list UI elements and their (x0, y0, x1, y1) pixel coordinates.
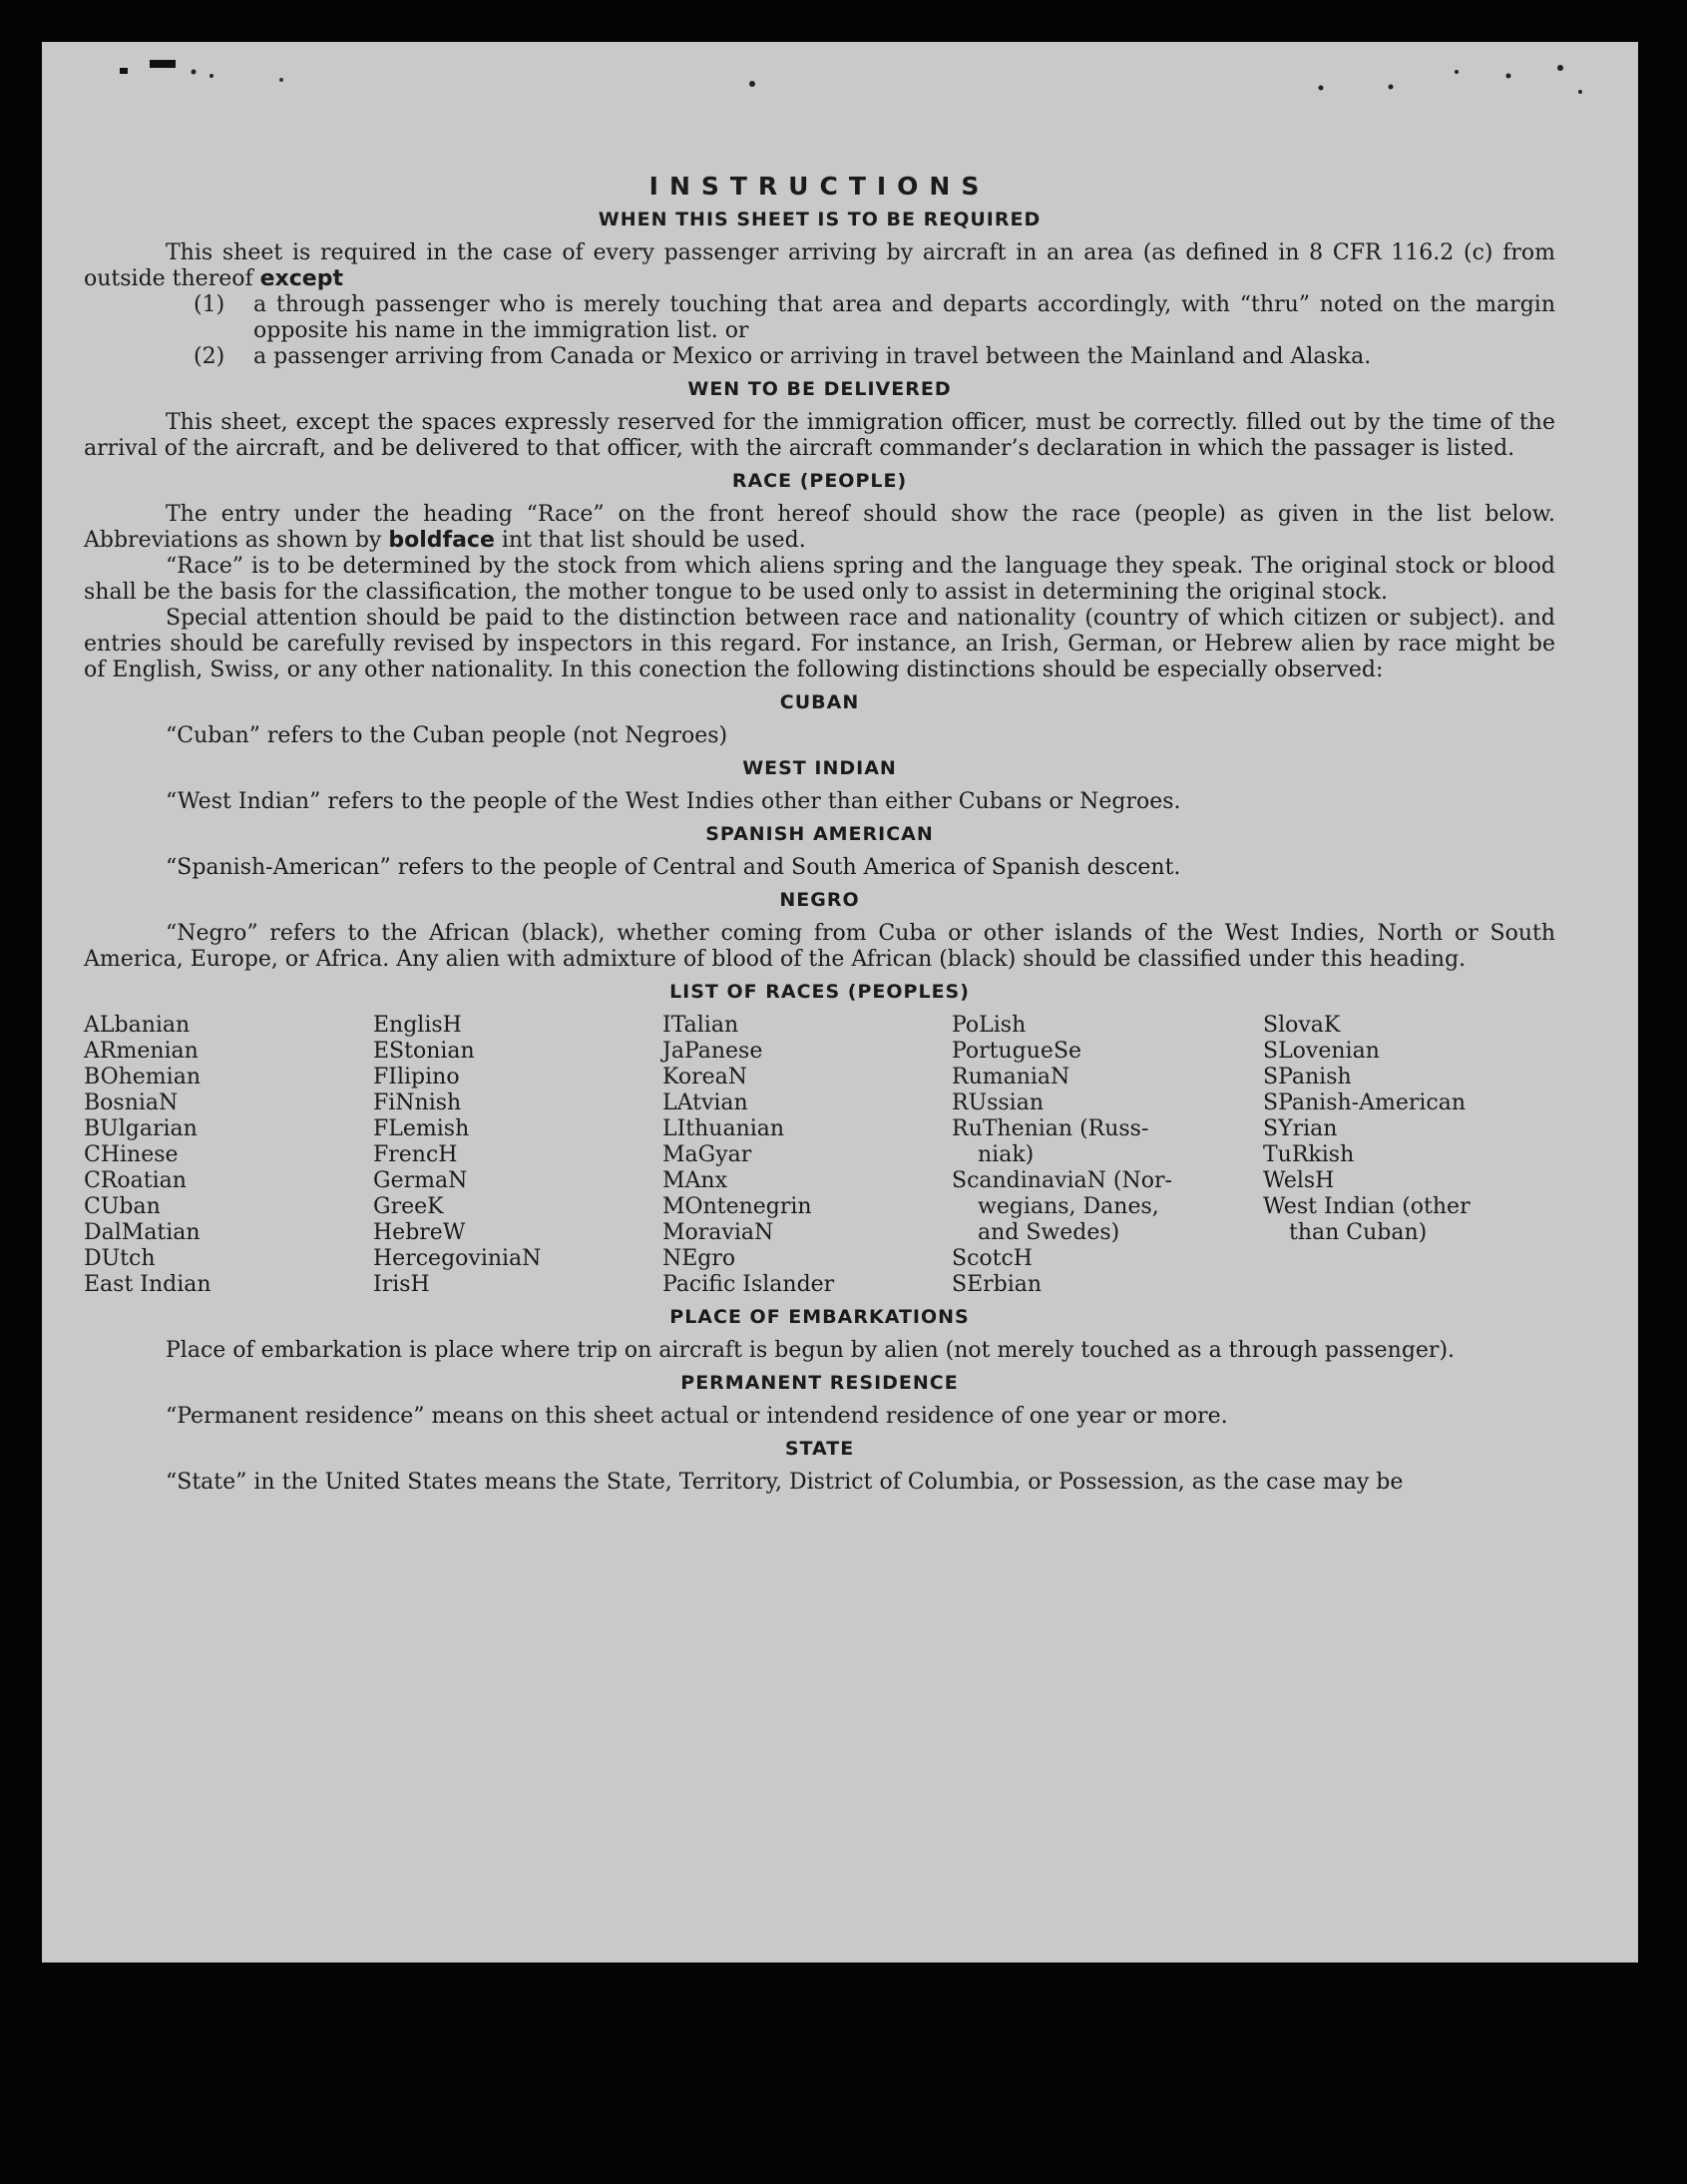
race-entry: RuThenian (Russ- (952, 1116, 1149, 1141)
heading-state: STATE (784, 1438, 855, 1460)
race-entry: NEgro (662, 1246, 736, 1271)
race-entry: PoLish (952, 1013, 1027, 1038)
race-entry: ITalian (662, 1013, 739, 1038)
race-entry: MOntenegrin (662, 1194, 812, 1219)
heading-cuban: CUBAN (779, 691, 860, 713)
race-entry: HercegoviniaN (373, 1246, 542, 1271)
race-entry: SlovaK (1263, 1013, 1341, 1038)
race-entry: IrisH (373, 1272, 430, 1297)
race-entry: WelsH (1263, 1168, 1335, 1193)
paragraph-race-2: “Race” is to be determined by the stock from which aliens spring and the language they speak. The original stock or blood shall be the basis for the classification, the mother tongue to be used only to assist in determining the original stock. (84, 554, 1555, 605)
paragraph-when-delivered: This sheet, except the spaces expressly reserved for the immigration officer, must be correctly. filled out by the time of the arrival of the aircraft, and be delivered to that officer, with the aircraft commander’s declaration in which the passager is listed. (84, 410, 1555, 461)
race-entry: FIlipino (373, 1065, 460, 1090)
race-entry: wegians, Danes, (978, 1194, 1159, 1219)
paragraph-embarkation: Place of embarkation is place where trip on aircraft is begun by alien (not merely touched as a through passenger). (166, 1338, 1456, 1363)
race-entry: EStonian (373, 1039, 475, 1064)
race-entry: ARmenian (84, 1039, 199, 1064)
race-entry: CHinese (84, 1142, 179, 1167)
race-entry: BOhemian (84, 1065, 201, 1090)
race-entry: ScotcH (952, 1246, 1033, 1271)
heading-list-of-races: LIST OF RACES (PEOPLES) (669, 981, 970, 1003)
race-entry: GreeK (373, 1194, 444, 1219)
heading-spanish-american: SPANISH AMERICAN (705, 823, 934, 845)
race-entry: DalMatian (84, 1220, 201, 1245)
paragraph-negro: “Negro” refers to the African (black), whether coming from Cuba or other islands of the West Indies, North or South America, Europe, or Africa. Any alien with admixture of blood of the African (black) should be classified under this heading. (84, 921, 1555, 972)
races-column-1 (84, 1013, 373, 1298)
paragraph-permanent-residence: “Permanent residence” means on this sheet actual or intendend residence of one year or more. (166, 1404, 1228, 1429)
paragraph-cuban: “Cuban” refers to the Cuban people (not Negroes) (166, 723, 728, 748)
race-entry: SErbian (952, 1272, 1043, 1297)
race-entry: LIthuanian (662, 1116, 785, 1141)
paragraph-when-required: This sheet is required in the case of every passenger arriving by aircraft in an area (as defined in 8 CFR 116.2 (c) from outside thereof except (84, 240, 1555, 291)
race-entry: RUssian (952, 1091, 1045, 1115)
race-entry: CRoatian (84, 1168, 187, 1193)
race-entry: than Cuban) (1289, 1220, 1428, 1245)
races-column-2 (373, 1013, 662, 1298)
race-entry: FrencH (373, 1142, 458, 1167)
race-entry: Pacific Islander (662, 1272, 835, 1297)
heading-race: RACE (PEOPLE) (731, 470, 908, 492)
race-entry: ALbanian (84, 1013, 191, 1038)
race-entry: JaPanese (662, 1039, 763, 1064)
list-item: (1) a through passenger who is merely touching that area and departs accordingly, with “thru” noted on the margin opposite his name in the immigration list. or (194, 292, 1555, 343)
race-entry: SPanish (1263, 1065, 1352, 1090)
heading-embarkation: PLACE OF EMBARKATIONS (669, 1306, 970, 1328)
race-entry: CUban (84, 1194, 161, 1219)
races-column-3 (662, 1013, 952, 1298)
race-entry: SYrian (1263, 1116, 1338, 1141)
race-entry: PortugueSe (952, 1039, 1082, 1064)
race-entry: RumaniaN (952, 1065, 1070, 1090)
race-entry: niak) (978, 1142, 1035, 1167)
race-entry: East Indian (84, 1272, 211, 1297)
race-entry: KoreaN (662, 1065, 747, 1090)
document-page (42, 42, 1638, 1963)
list-item: (2) a passenger arriving from Canada or Mexico or arriving in travel between the Mainland and Alaska. (194, 344, 1372, 369)
race-entry: SLovenian (1263, 1039, 1380, 1064)
race-entry: ScandinaviaN (Nor- (952, 1168, 1172, 1193)
race-entry: TuRkish (1263, 1142, 1355, 1167)
races-column-4 (952, 1013, 1263, 1298)
race-entry: BUlgarian (84, 1116, 198, 1141)
scan-specks-decoration (42, 42, 1638, 162)
heading-negro: NEGRO (779, 889, 860, 911)
race-entry: and Swedes) (978, 1220, 1120, 1245)
race-entry: MoraviaN (662, 1220, 774, 1245)
race-entry: GermaN (373, 1168, 468, 1193)
race-entry: LAtvian (662, 1091, 748, 1115)
races-list (84, 1013, 1555, 1298)
paragraph-state: “State” in the United States means the State, Territory, District of Columbia, or Possession, as the case may be (166, 1470, 1404, 1495)
race-entry: MAnx (662, 1168, 727, 1193)
race-entry: MaGyar (662, 1142, 752, 1167)
heading-permanent-residence: PERMANENT RESIDENCE (680, 1372, 959, 1394)
heading-west-indian: WEST INDIAN (742, 757, 897, 779)
paragraph-race-1: The entry under the heading “Race” on the front hereof should show the race (people) as given in the list below. Abbreviations as shown by boldface int that list should be used. (84, 502, 1555, 553)
race-entry: SPanish-American (1263, 1091, 1467, 1115)
race-entry: BosniaN (84, 1091, 179, 1115)
race-entry: West Indian (other (1263, 1194, 1471, 1219)
heading-when-delivered: WEN TO BE DELIVERED (687, 378, 952, 400)
paragraph-race-3: Special attention should be paid to the distinction between race and nationality (country of which citizen or subject). and entries should be carefully revised by inspectors in this regard. For instance, an Irish, German, or Hebrew alien by race might be of English, Swiss, or any other nationality. In this conection the following distinctions should be especially observed: (84, 606, 1555, 682)
race-entry: FLemish (373, 1116, 470, 1141)
race-entry: DUtch (84, 1246, 156, 1271)
race-entry: EnglisH (373, 1013, 462, 1038)
page-title: INSTRUCTIONS (648, 172, 991, 201)
race-entry: HebreW (373, 1220, 466, 1245)
paragraph-west-indian: “West Indian” refers to the people of the West Indies other than either Cubans or Negroes. (166, 789, 1181, 814)
heading-when-required: WHEN THIS SHEET IS TO BE REQUIRED (598, 209, 1042, 230)
paragraph-spanish-american: “Spanish-American” refers to the people of Central and South America of Spanish descent. (166, 855, 1181, 880)
races-column-5 (1263, 1013, 1545, 1298)
race-entry: FiNnish (373, 1091, 462, 1115)
